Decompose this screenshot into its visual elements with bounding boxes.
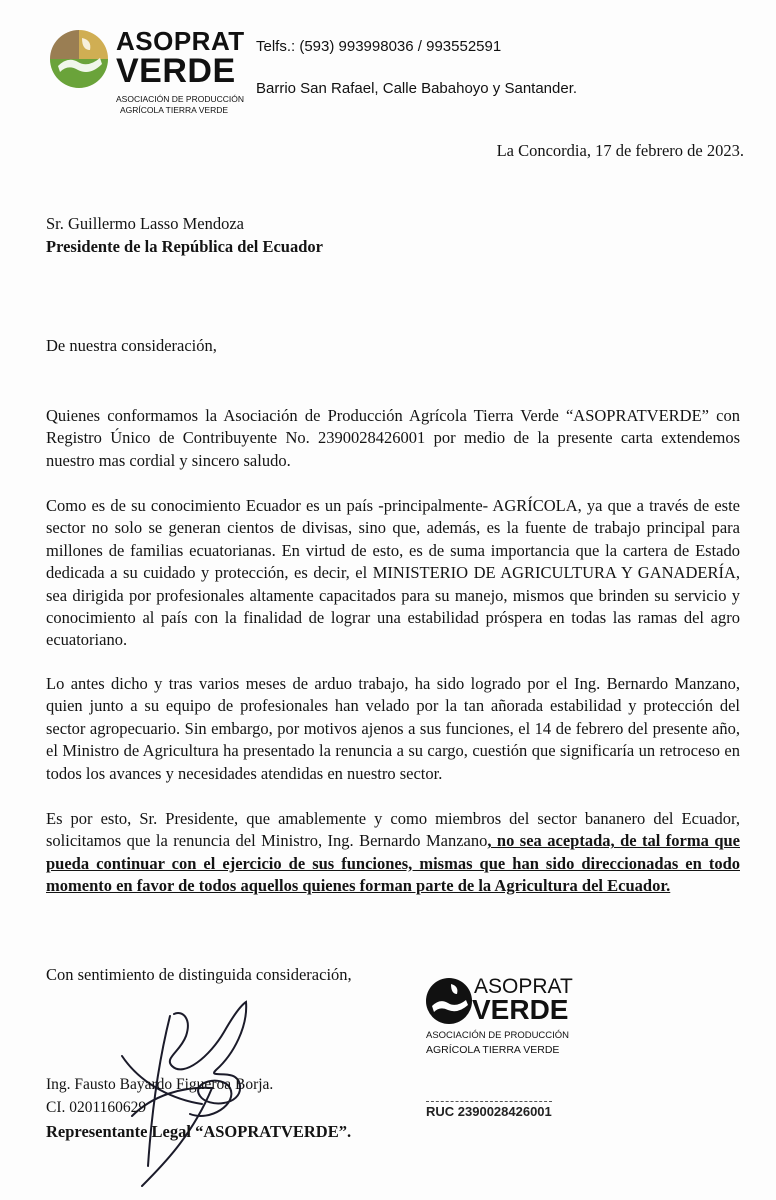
paragraph-3 bbox=[46, 673, 740, 785]
closing-line: Con sentimiento de distinguida consideración, bbox=[46, 965, 352, 984]
signatory-ci: CI. 0201160629 bbox=[46, 1099, 147, 1116]
paragraph-4 bbox=[46, 808, 740, 898]
logo-subtitle-line1: ASOCIACIÓN DE PRODUCCIÓN bbox=[116, 94, 244, 104]
recipient-title: Presidente de la República del Ecuador bbox=[46, 237, 323, 256]
greeting: De nuestra consideración, bbox=[46, 336, 217, 355]
stamp-title-line1: ASOPRAT bbox=[474, 975, 573, 998]
logo-title-line1: ASOPRAT bbox=[116, 26, 245, 56]
paragraph-1 bbox=[46, 405, 740, 472]
recipient-name: Sr. Guillermo Lasso Mendoza bbox=[46, 214, 244, 233]
header-address: Barrio San Rafael, Calle Babahoyo y Santander. bbox=[256, 80, 578, 97]
stamp-subtitle-line2: AGRÍCOLA TIERRA VERDE bbox=[426, 1044, 560, 1056]
handshake-leaf-logo-icon bbox=[48, 28, 110, 90]
stamp-ruc: RUC 2390028426001 bbox=[426, 1101, 552, 1119]
paragraph-4-emphasis: , no sea aceptada, de tal forma que pueda continuar con el ejercicio de sus funciones, mismas que han sido direccionadas en todo momento en favor de todos aquellos quienes forman parte de la Agricultura del Ecuador. bbox=[46, 831, 740, 896]
letter-date: La Concordia, 17 de febrero de 2023. bbox=[496, 141, 744, 160]
header-phones: Telfs.: (593) 993998036 / 993552591 bbox=[256, 38, 502, 55]
paragraph-1-text: Quienes conformamos la Asociación de Producción Agrícola Tierra Verde “ASOPRATVERDE” con Registro Único de Contribuyente No. 2390028426001 por medio de la presente carta extendemos nuestro mas cordial y sincero saludo. bbox=[46, 406, 740, 470]
signatory-name: Ing. Fausto Bayardo Figueroa Borja. bbox=[46, 1076, 274, 1093]
stamp-subtitle-line1: ASOCIACIÓN DE PRODUCCIÓN bbox=[426, 1030, 570, 1041]
logo-title-line2: VERDE bbox=[116, 52, 236, 90]
stamp-logo-icon bbox=[424, 976, 474, 1026]
paragraph-2-text: Como es de su conocimiento Ecuador es un país -principalmente- AGRÍCOLA, ya que a través de este sector no solo se generan cientos de divisas, sino que, además, es la fuente de trabajo principal para millones de familias ecuatorianas. En virtud de esto, es de suma importancia que la cartera de Estado dedicada a su cuidado y protección, es decir, el MINISTERIO DE AGRICULTURA Y GANADERÍA, sea dirigida por profesionales altamente capacitados para su manejo, mismos que brinden su servicio y conocimiento al país con la finalidad de lograr una estabilidad próspera en todas las ramas del agro ecuatoriano. bbox=[46, 496, 740, 650]
handwritten-signature-icon bbox=[112, 996, 282, 1196]
paragraph-2 bbox=[46, 495, 740, 652]
signatory-role: Representante Legal “ASOPRATVERDE”. bbox=[46, 1122, 352, 1141]
association-logo bbox=[48, 24, 248, 124]
paragraph-3-text: Lo antes dicho y tras varios meses de arduo trabajo, ha sido logrado por el Ing. Bernardo Manzano, quien junto a su equipo de profesionales han velado por la tan añorada estabilidad y protección del sector agropecuario. Sin embargo, por motivos ajenos a sus funciones, el 14 de febrero del presente año, el Ministro de Agricultura ha presentado la renuncia a su cargo, cuestión que significaría un retroceso en todos los avances y necesidades atendidas en nuestro sector. bbox=[46, 674, 740, 783]
logo-subtitle-line2: AGRÍCOLA TIERRA VERDE bbox=[120, 105, 229, 115]
stamp-title-line2: VERDE bbox=[472, 994, 569, 1025]
paragraph-4-plain: Es por esto, Sr. Presidente, que amablemente y como miembros del sector bananero del Ecuador, solicitamos que la renuncia del Ministro, Ing. Bernardo Manzano bbox=[46, 809, 740, 851]
association-stamp bbox=[424, 970, 594, 1100]
